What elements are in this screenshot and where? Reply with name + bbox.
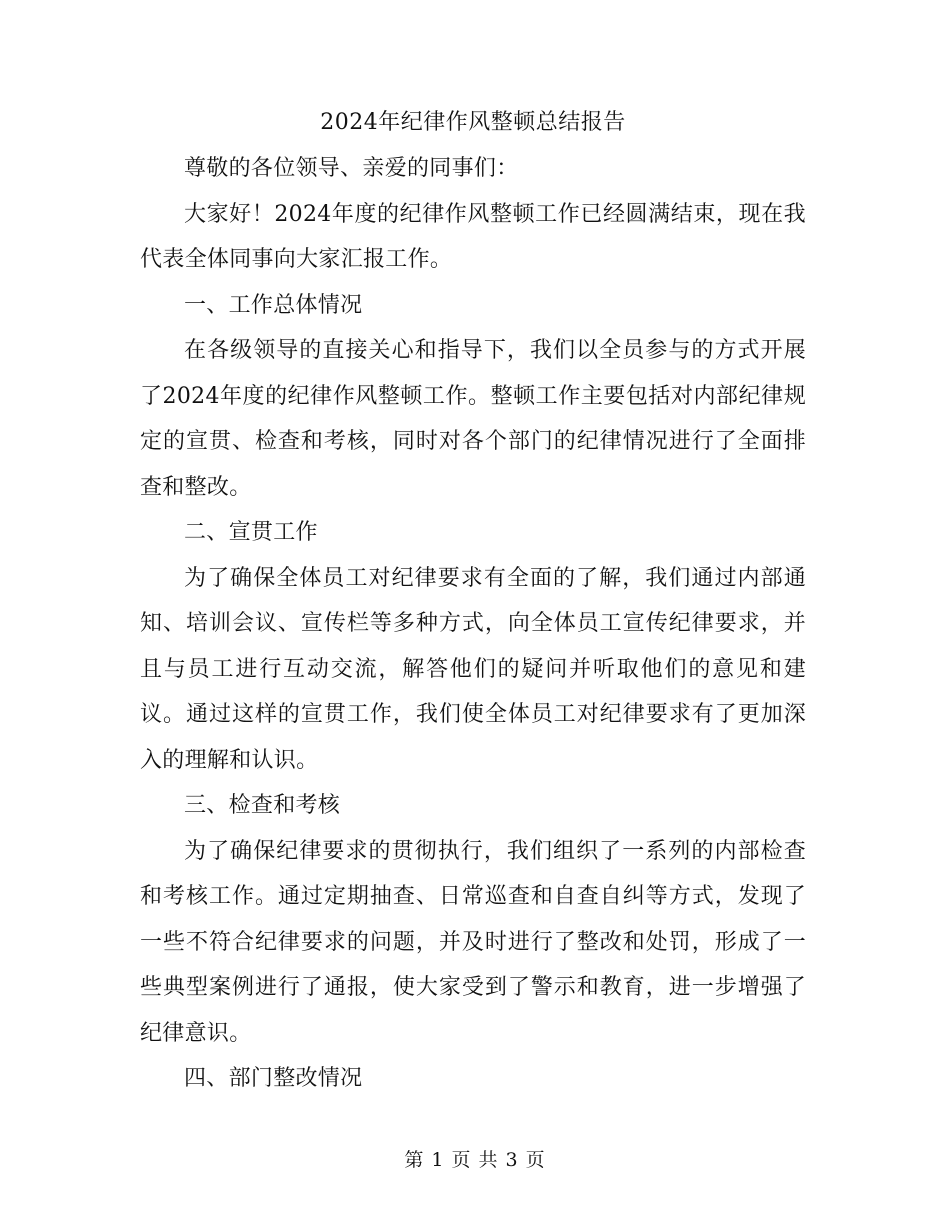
section-heading-inspection: 三、检查和考核	[184, 793, 341, 818]
section-heading-publicity: 二、宣贯工作	[184, 520, 318, 545]
salutation: 尊敬的各位领导、亲爱的同事们：	[184, 156, 519, 181]
section-heading-rectification: 四、部门整改情况	[184, 1066, 363, 1091]
section-heading-overview: 一、工作总体情况	[184, 292, 363, 318]
document-title: 2024年纪律作风整顿总结报告	[320, 110, 626, 135]
document-body	[140, 100, 806, 1102]
page-number-footer: 第 1 页 共 3 页	[404, 1149, 546, 1171]
inspection-paragraph: 为了确保纪律要求的贯彻执行，我们组织了一系列的内部检查和考核工作。通过定期抽查、日常巡查和自查自纠等方式，发现了一些不符合纪律要求的问题，并及时进行了整改和处罚，形成了一些典型案例进行了通报，使大家受到了警示和教育，进一步增强了纪律意识。	[140, 838, 806, 1046]
publicity-paragraph: 为了确保全体员工对纪律要求有全面的了解，我们通过内部通知、培训会议、宣传栏等多种方式，向全体员工宣传纪律要求，并且与员工进行互动交流，解答他们的疑问并听取他们的意见和建议。通过这样的宣贯工作，我们使全体员工对纪律要求有了更加深入的理解和认识。	[140, 565, 806, 773]
opening-paragraph: 大家好！2024年度的纪律作风整顿工作已经圆满结束，现在我代表全体同事向大家汇报工作。	[140, 201, 806, 272]
overview-paragraph: 在各级领导的直接关心和指导下，我们以全员参与的方式开展了2024年度的纪律作风整顿工作。整顿工作主要包括对内部纪律规定的宣贯、检查和考核，同时对各个部门的纪律情况进行了全面排查和整改。	[140, 338, 806, 500]
